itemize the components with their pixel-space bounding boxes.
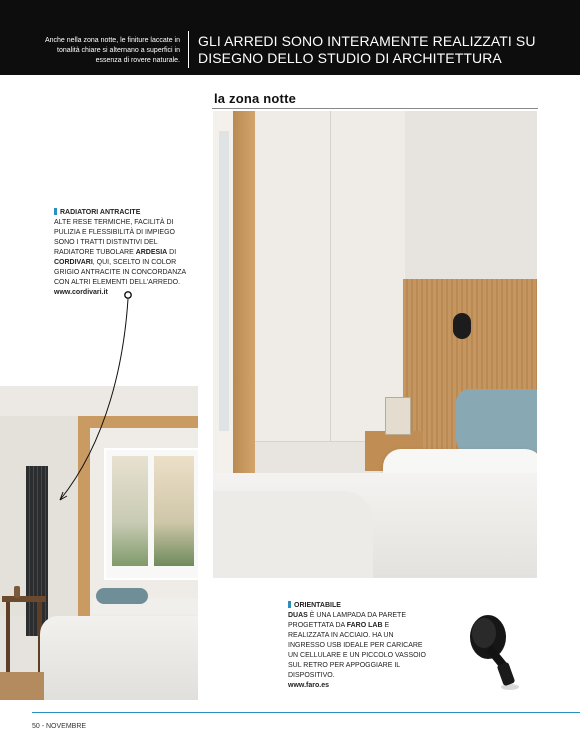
wall-lamp bbox=[453, 313, 471, 339]
orientabile-note-heading: ORIENTABILE bbox=[288, 601, 428, 611]
bedroom-photo bbox=[213, 111, 537, 578]
header-divider bbox=[188, 31, 189, 68]
room-photo bbox=[0, 386, 198, 700]
window-glass bbox=[219, 131, 229, 431]
faro-link[interactable]: www.faro.es bbox=[288, 682, 329, 689]
cordivari-link[interactable]: www.cordivari.it bbox=[54, 289, 108, 296]
section-underline bbox=[212, 108, 538, 109]
radiator bbox=[26, 466, 48, 636]
duas-lamp-image bbox=[444, 595, 554, 695]
header-title bbox=[198, 33, 568, 67]
orientabile-note: ORIENTABILE DUAS È UNA LAMPADA DA PARETE PROGETTATA DA FARO LAB E REALIZZATA IN ACCIAIO. HA UN INGRESSO USB IDEALE PER CARICARE UN CELLULARE E UN PICCOLO VASSOIO SUL RETRO PER APPOGGIARE IL DISPOSITIVO. www.faro.es bbox=[288, 601, 428, 691]
blue-pillow bbox=[456, 389, 537, 453]
radiator-note-heading: RADIATORI ANTRACITE bbox=[54, 208, 189, 218]
header-title-line1: GLI ARREDI SONO INTERAMENTE REALIZZATI SU bbox=[198, 33, 536, 49]
header-caption: Anche nella zona notte, le finiture laccate in tonalità chiare si alternano a superfici in essenza di rovere naturale. bbox=[44, 37, 180, 64]
seat-cushion bbox=[96, 588, 148, 604]
wall bbox=[405, 111, 537, 281]
radiator-note: RADIATORI ANTRACITE ALTE RESE TERMICHE, FACILITÀ DI PULIZIA E FLESSIBILITÀ DI IMPIEGO SONO I TRATTI DISTINTIVI DEL RADIATORE TUBOLARE ARDESIA DI CORDIVARI, QUI, SCELTO IN COLOR GRIGIO ANTRACITE IN CONCORDANZA CON ALTRI ELEMENTI DELL'ARREDO. www.cordivari.it bbox=[54, 208, 189, 298]
footer-line bbox=[32, 712, 580, 713]
header-bar bbox=[0, 0, 580, 75]
header-title-line2: DISEGNO DELLO STUDIO DI ARCHITETTURA bbox=[198, 50, 502, 66]
page-number: 50 - NOVEMBRE bbox=[32, 723, 87, 730]
books bbox=[385, 397, 411, 435]
bed bbox=[40, 616, 198, 700]
floor bbox=[0, 672, 44, 700]
section-title: la zona notte bbox=[214, 91, 297, 106]
oak-jamb bbox=[233, 111, 255, 491]
